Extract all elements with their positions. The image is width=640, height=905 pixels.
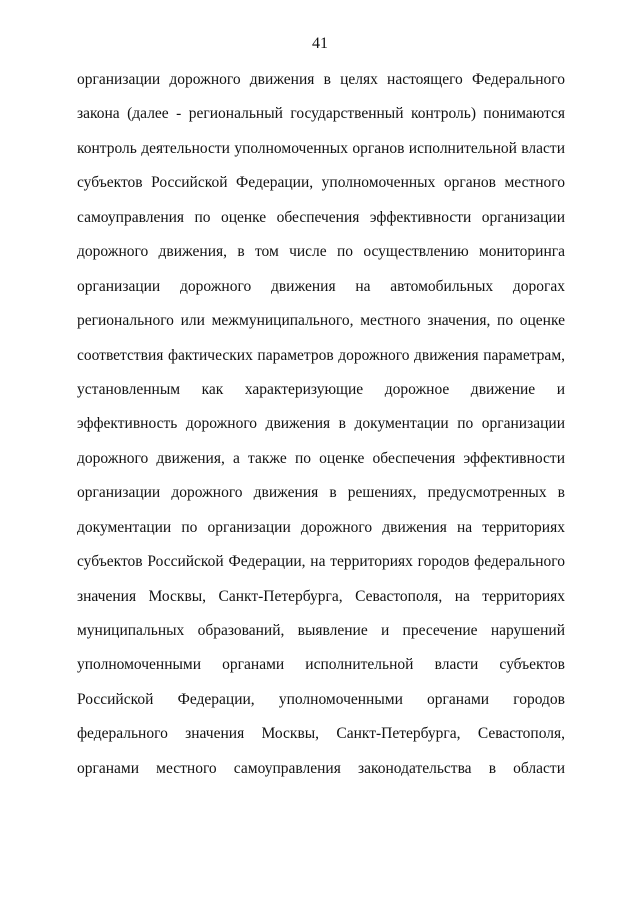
text-line: субъектов Российской Федерации, на территориях городов федерального xyxy=(77,553,565,571)
text-line: контроль деятельности уполномоченных органов исполнительной власти xyxy=(77,139,565,157)
text-line: установленным как характеризующие дорожное движение и xyxy=(77,380,565,398)
text-line: регионального или межмуниципального, местного значения, по оценке xyxy=(77,312,565,330)
text-line: самоуправления по оценке обеспечения эффективности организации xyxy=(77,208,565,226)
text-line: документации по организации дорожного движения на территориях xyxy=(77,518,565,536)
page-number: 41 xyxy=(312,35,328,52)
text-line: эффективность дорожного движения в документации по организации xyxy=(77,415,565,433)
text-line: соответствия фактических параметров дорожного движения параметрам, xyxy=(77,346,565,364)
text-line: федерального значения Москвы, Санкт-Петербурга, Севастополя, xyxy=(77,725,565,743)
text-line: дорожного движения, в том числе по осуществлению мониторинга xyxy=(77,243,565,261)
text-line: Российской Федерации, уполномоченными органами городов xyxy=(77,690,565,708)
text-line: организации дорожного движения в решениях, предусмотренных в xyxy=(77,484,565,502)
text-line: муниципальных образований, выявление и пресечение нарушений xyxy=(77,622,565,639)
body-text xyxy=(77,70,565,793)
text-line: организации дорожного движения на автомобильных дорогах xyxy=(77,277,565,295)
text-line: закона (далее - региональный государственный контроль) понимаются xyxy=(77,105,565,123)
text-line: организации дорожного движения в целях настоящего Федерального xyxy=(77,71,565,88)
text-line: уполномоченными органами исполнительной власти субъектов xyxy=(77,656,565,674)
text-line: субъектов Российской Федерации, уполномоченных органов местного xyxy=(77,174,565,192)
text-line: дорожного движения, а также по оценке обеспечения эффективности xyxy=(77,449,565,467)
text-line: органами местного самоуправления законодательства в области xyxy=(77,759,565,777)
text-line: значения Москвы, Санкт-Петербурга, Севастополя, на территориях xyxy=(77,587,565,605)
